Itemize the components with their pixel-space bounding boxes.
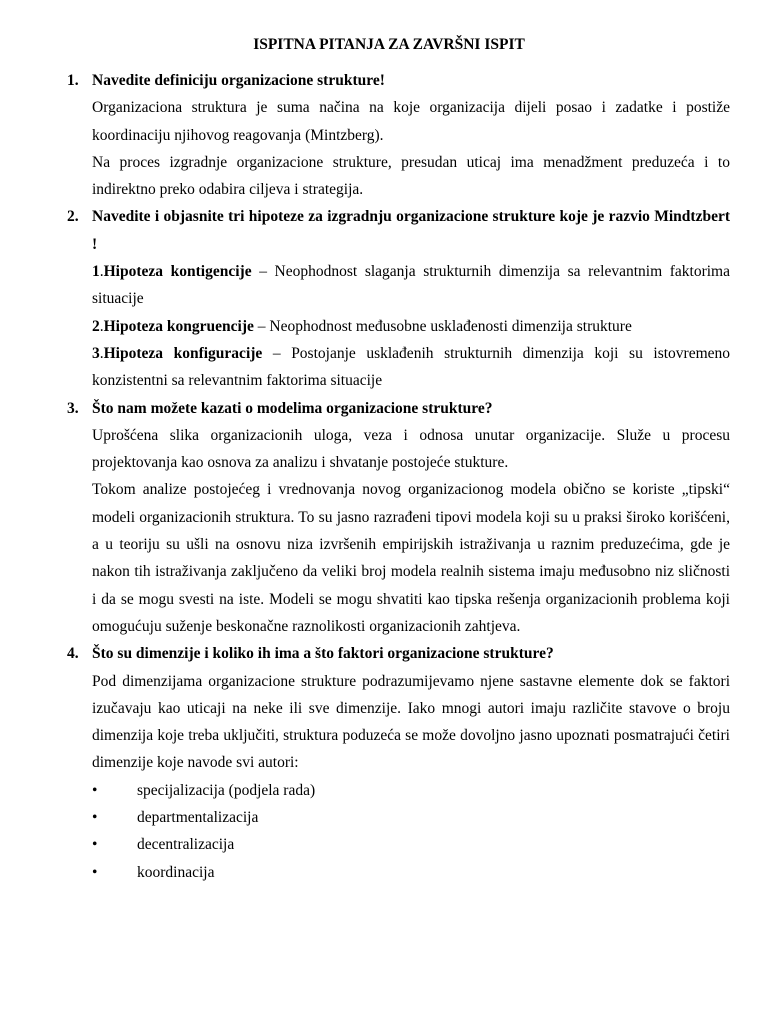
hypothesis-separator: . bbox=[99, 344, 104, 362]
question-2 bbox=[67, 203, 730, 258]
question-text: Navedite i objasnite tri hipoteze za izgradnju organizacione strukture koje je razvio Mindtzbert ! bbox=[92, 208, 730, 253]
question-number: 4. bbox=[67, 645, 79, 663]
bullet-icon: • bbox=[92, 781, 98, 799]
question-1 bbox=[67, 67, 730, 94]
list-item bbox=[92, 777, 730, 804]
question-text: Navedite definiciju organizacione strukture! bbox=[92, 72, 385, 89]
question-number: 1. bbox=[67, 72, 79, 89]
answer-paragraph: Organizaciona struktura je suma načina na koje organizacija dijeli posao i zadatke i postiže koordinaciju njihovog reagovanja (Mintzberg). bbox=[92, 99, 730, 144]
hypothesis-description: – Postojanje usklađenih strukturnih dimenzija koji su istovremeno konzistentni sa relevantnim faktorima situacije bbox=[92, 344, 731, 390]
answer-paragraph: Pod dimenzijama organizacione strukture podrazumijevamo njene sastavne elemente dok se faktori izučavaju kao uticaji na neke ili sve dimenzije. Iako mnogi autori imaju različite stavove o broju dimenzija koje treba uključiti, struktura poduzeća se može dovoljno jasno upoznati posmatrajući četiri dimenzije koje navode svi autori: bbox=[92, 672, 730, 772]
question-number: 3. bbox=[67, 399, 79, 417]
bullet-icon: • bbox=[92, 809, 98, 827]
answer-paragraph: Na proces izgradnje organizacione strukture, presudan uticaj ima menadžment preduzeća i to indirektno preko odabira ciljeva i strategija. bbox=[92, 153, 730, 199]
hypothesis-item bbox=[92, 340, 730, 395]
hypothesis-name: Hipoteza kontigencije bbox=[103, 263, 252, 281]
hypothesis-item bbox=[92, 258, 730, 313]
list-item-text: decentralizacija bbox=[137, 836, 235, 854]
hypothesis-separator: . bbox=[99, 317, 104, 335]
question-text: Što nam možete kazati o modelima organizacione strukture? bbox=[92, 399, 493, 417]
question-text: Što su dimenzije i koliko ih ima a što faktori organizacione strukture? bbox=[92, 645, 554, 663]
hypothesis-name: Hipoteza konfiguracije bbox=[103, 344, 263, 362]
question-3 bbox=[67, 395, 730, 422]
answer-paragraph: Uprošćena slika organizacionih uloga, veza i odnosa unutar organizacije. Služe u procesu projektovanja kao osnova za analizu i shvatanje postojeće stukture. bbox=[92, 426, 730, 472]
document-body bbox=[67, 67, 731, 886]
question-number: 2. bbox=[67, 208, 79, 226]
list-item bbox=[92, 859, 730, 886]
list-item bbox=[92, 804, 730, 831]
hypothesis-description: – Neophodnost slaganja strukturnih dimenzija sa relevantnim faktorima situacije bbox=[92, 263, 730, 308]
hypothesis-number: 1 bbox=[92, 263, 100, 281]
bullet-icon: • bbox=[92, 836, 98, 854]
question-4 bbox=[67, 640, 730, 667]
hypothesis-number: 3 bbox=[92, 344, 100, 362]
bullet-icon: • bbox=[92, 863, 98, 881]
hypothesis-number: 2 bbox=[92, 317, 100, 335]
hypothesis-description: – Neophodnost međusobne usklađenosti dimenzija strukture bbox=[253, 317, 632, 335]
list-item-text: koordinacija bbox=[137, 863, 215, 881]
answer-paragraph: Tokom analize postojećeg i vrednovanja novog organizacionog modela obično se koriste „tipski“ modeli organizacionih struktura. To su jasno razrađeni tipovi modela koji su u praksi široko korišćeni, a u teoriju su ušli na osnovu niza izvršenih empirijskih istraživanja u raznim preduzećima, gde je nakon tih istraživanja zaključeno da veliki broj modela realnih sistema imaju međusobno niz sličnosti i da se mogu svesti na iste. Modeli se mogu shvatiti kao tipska rešenja organizacionih problema koji omogućuju suženje beskonačne raznolikosti organizacionih zahtjeva. bbox=[92, 481, 730, 635]
hypothesis-separator: . bbox=[99, 263, 104, 281]
page-title: ISPITNA PITANJA ZA ZAVRŠNI ISPIT bbox=[253, 36, 525, 53]
hypothesis-item bbox=[92, 313, 730, 340]
hypothesis-name: Hipoteza kongruencije bbox=[103, 317, 254, 335]
list-item-text: departmentalizacija bbox=[137, 809, 259, 827]
list-item bbox=[92, 831, 730, 858]
list-item-text: specijalizacija (podjela rada) bbox=[137, 781, 316, 799]
